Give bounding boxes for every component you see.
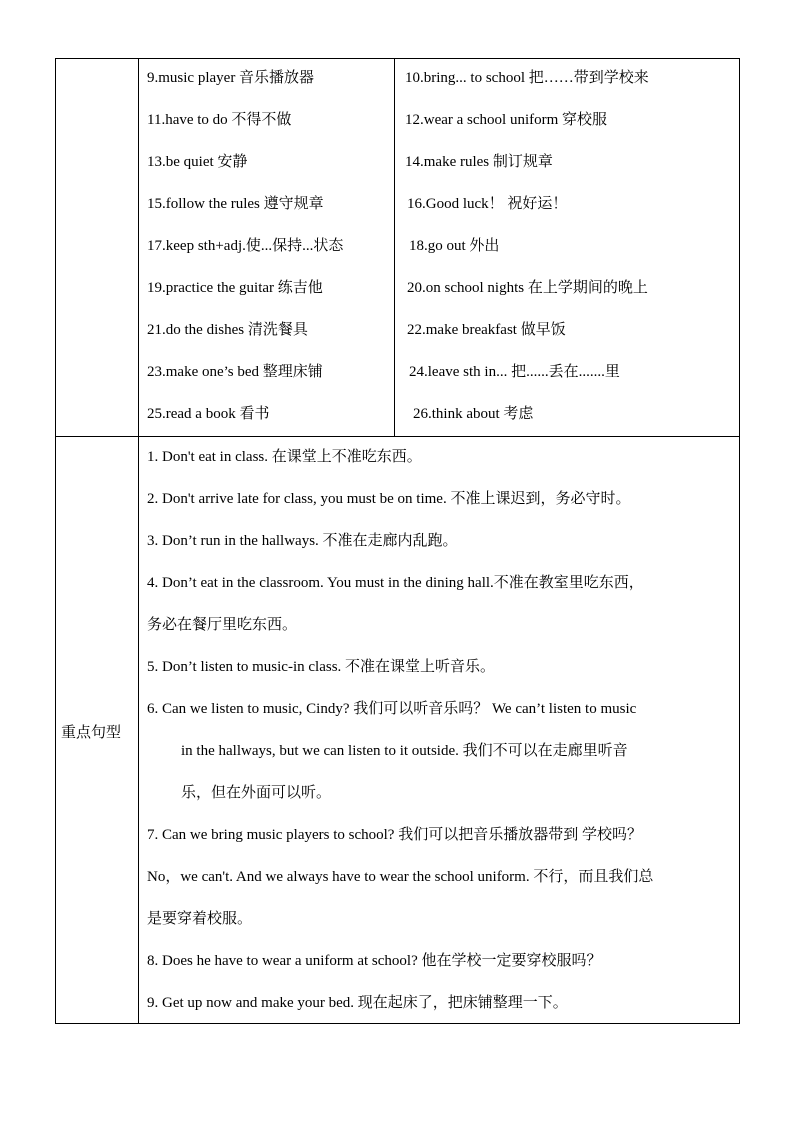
vocab-right-4: 16.Good luck！ 祝好运！ xyxy=(407,196,568,212)
vocab-right-1: 10.bring... to school 把……带到学校来 xyxy=(405,70,649,86)
section-divider xyxy=(55,436,740,437)
sentence-line: in the hallways, but we can listen to it outside. 我们不可以在走廊里听音 xyxy=(181,743,628,759)
vocab-right-5: 18.go out 外出 xyxy=(409,238,500,254)
vocab-left-2: 11.have to do 不得不做 xyxy=(147,112,292,128)
vocab-left-3: 13.be quiet 安静 xyxy=(147,154,248,170)
vocab-right-9: 26.think about 考虑 xyxy=(413,406,534,422)
vocab-left-9: 25.read a book 看书 xyxy=(147,406,270,422)
sentence-line: 3. Don’t run in the hallways. 不准在走廊内乱跑。 xyxy=(147,533,458,549)
vocab-right-2: 12.wear a school uniform 穿校服 xyxy=(405,112,608,128)
sentence-line: 1. Don't eat in class. 在课堂上不准吃东西。 xyxy=(147,449,422,465)
vocab-left-4: 15.follow the rules 遵守规章 xyxy=(147,196,324,212)
sentence-line: 7. Can we bring music players to school? 我们可以把音乐播放器带到 学校吗？ xyxy=(147,827,642,843)
sentence-line: No，we can't. And we always have to wear the school uniform. 不行，而且我们总 xyxy=(147,869,654,885)
vocab-left-7: 21.do the dishes 清洗餐具 xyxy=(147,322,308,338)
sentence-line: 务必在餐厅里吃东西。 xyxy=(147,617,298,633)
vocab-left-5: 17.keep sth+adj.使...保持...状态 xyxy=(147,238,344,254)
vocab-left-6: 19.practice the guitar 练吉他 xyxy=(147,280,323,296)
vocab-left-1: 9.music player 音乐播放器 xyxy=(147,70,315,86)
sentence-line: 2. Don't arrive late for class, you must be on time. 不准上课迟到，务必守时。 xyxy=(147,491,631,507)
sentence-line: 9. Get up now and make your bed. 现在起床了，把床铺整理一下。 xyxy=(147,995,568,1011)
vocab-right-6: 20.on school nights 在上学期间的晚上 xyxy=(407,280,648,296)
vocab-right-8: 24.leave sth in... 把......丢在.......里 xyxy=(409,364,620,380)
vocab-right-7: 22.make breakfast 做早饭 xyxy=(407,322,566,338)
sentence-line: 8. Does he have to wear a uniform at school? 他在学校一定要穿校服吗？ xyxy=(147,953,602,969)
section-label: 重点句型 xyxy=(61,723,122,741)
label-column-divider xyxy=(138,58,139,1024)
sentence-line: 乐，但在外面可以听。 xyxy=(181,785,332,801)
sentence-line: 5. Don’t listen to music-in class. 不准在课堂上听音乐。 xyxy=(147,659,496,675)
sentence-line: 6. Can we listen to music, Cindy? 我们可以听音乐吗？ We can’t listen to music xyxy=(147,701,637,717)
sentence-line: 4. Don’t eat in the classroom. You must in the dining hall.不准在教室里吃东西， xyxy=(147,575,644,591)
vocab-column-divider xyxy=(394,58,395,436)
sentence-line: 是要穿着校服。 xyxy=(147,911,253,927)
vocab-right-3: 14.make rules 制订规章 xyxy=(405,154,553,170)
vocab-left-8: 23.make one’s bed 整理床铺 xyxy=(147,364,323,380)
